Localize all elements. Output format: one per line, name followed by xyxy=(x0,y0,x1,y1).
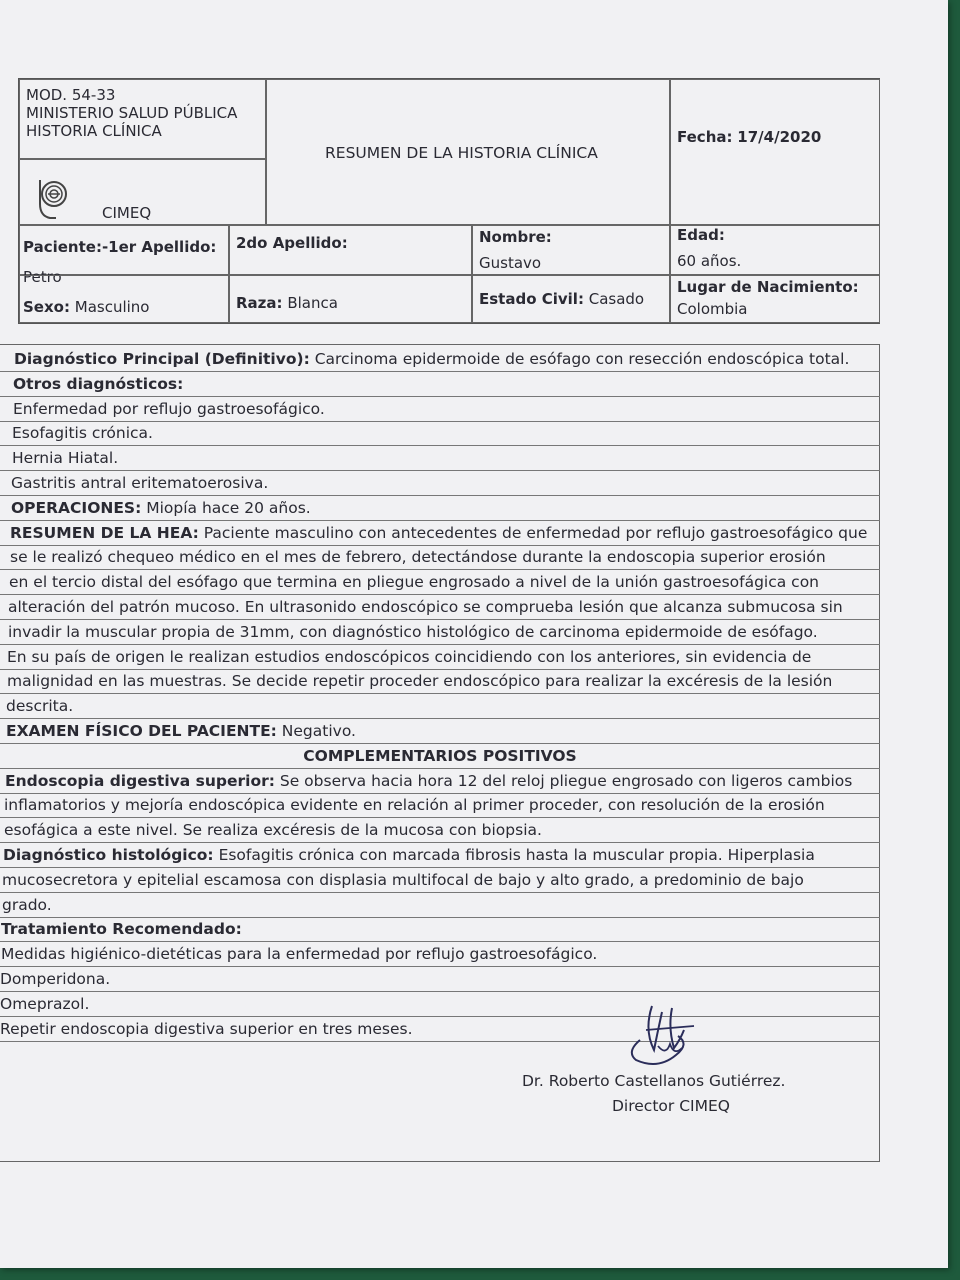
ministry-name: MINISTERIO SALUD PÚBLICA xyxy=(26,104,238,122)
row-text: alteración del patrón mucoso. En ultrasonido endoscópico se comprueba lesión que alcanza submucosa sin xyxy=(8,598,843,616)
row-label: COMPLEMENTARIOS POSITIVOS xyxy=(303,746,577,765)
row-text: esofágica a este nivel. Se realiza excéresis de la mucosa con biopsia. xyxy=(4,821,542,840)
row-text: Paciente masculino con antecedentes de enfermedad por reflujo gastroesofágico que xyxy=(198,523,868,542)
row-label: RESUMEN DE LA HEA: xyxy=(10,523,199,542)
header-ministry-cell xyxy=(19,79,266,159)
second-surname-label: 2do Apellido: xyxy=(236,234,348,252)
institution-name: CIMEQ xyxy=(102,204,152,222)
summary-row xyxy=(0,917,880,942)
row-text: grado. xyxy=(2,895,52,914)
row-text: Carcinoma epidermoide de esófago con resección endoscópica total. xyxy=(309,350,850,368)
summary-row xyxy=(0,843,880,868)
summary-row xyxy=(0,595,880,620)
summary-row xyxy=(0,347,880,372)
civil-status-label: Estado Civil: xyxy=(479,290,584,308)
summary-row xyxy=(0,496,880,521)
race-value: Blanca xyxy=(287,294,338,312)
row-text: invadir la muscular propia de 31mm, con diagnóstico histológico de carcinoma epidermoide de esófago. xyxy=(8,622,818,641)
summary-row xyxy=(0,967,880,992)
row-text: malignidad en las muestras. Se decide repetir proceder endoscópico para realizar la excéresis de la lesión xyxy=(7,672,833,691)
row-text: se le realizó chequeo médico en el mes de febrero, detectándose durante la endoscopia superior erosión xyxy=(10,548,826,567)
birthplace-cell xyxy=(670,275,880,323)
row-text: Se observa hacia hora 12 del reloj pliegue engrosado con ligeros cambios xyxy=(274,771,853,790)
age-value: 60 años. xyxy=(677,252,742,270)
first-surname-label: Paciente:-1er Apellido: xyxy=(23,238,217,256)
summary-row xyxy=(0,471,880,496)
summary-row xyxy=(0,818,880,843)
summary-row xyxy=(0,793,880,818)
row-label: Diagnóstico histológico: xyxy=(3,846,214,864)
document-title: RESUMEN DE LA HISTORIA CLÍNICA xyxy=(325,144,598,162)
summary-row xyxy=(0,645,880,670)
second-surname-cell xyxy=(229,225,472,275)
summary-row xyxy=(0,893,880,918)
row-label: Tratamiento Recomendado: xyxy=(1,920,242,939)
sex-cell xyxy=(19,275,229,323)
date-value: 17/4/2020 xyxy=(737,128,822,146)
summary-row xyxy=(0,719,880,744)
row-text: Omeprazol. xyxy=(0,994,90,1013)
civil-status-cell xyxy=(472,275,670,323)
row-text: Miopía hace 20 años. xyxy=(141,498,311,517)
summary-row xyxy=(0,545,880,570)
summary-row xyxy=(0,446,880,471)
civil-status-value: Casado xyxy=(588,290,645,308)
name-cell xyxy=(472,225,670,275)
row-text: en el tercio distal del esófago que termina en pliegue engrosado a nivel de la unión gastroesofágica con xyxy=(9,573,820,592)
row-label: Otros diagnósticos: xyxy=(13,374,184,393)
row-text: Domperidona. xyxy=(0,970,111,988)
doctor-name: Dr. Roberto Castellanos Gutiérrez. xyxy=(522,1072,786,1090)
race-cell xyxy=(229,275,472,323)
birthplace-label: Lugar de Nacimiento: xyxy=(677,278,859,296)
summary-row xyxy=(0,942,880,967)
sex-value: Masculino xyxy=(74,298,150,316)
first-surname-cell xyxy=(19,225,229,286)
sex-label: Sexo: xyxy=(23,298,70,316)
summary-row xyxy=(0,769,880,794)
summary-row xyxy=(0,620,880,645)
summary-row xyxy=(0,744,880,769)
row-text: Enfermedad por reflujo gastroesofágico. xyxy=(13,399,325,418)
summary-row xyxy=(0,570,880,595)
row-text: Gastritis antral eritematoerosiva. xyxy=(11,474,269,492)
record-type: HISTORIA CLÍNICA xyxy=(26,122,162,140)
row-text: Negativo. xyxy=(276,722,356,740)
age-label: Edad: xyxy=(677,226,725,244)
header-title-cell xyxy=(266,79,670,225)
row-text: Repetir endoscopia digestiva superior en tres meses. xyxy=(0,1019,413,1038)
cimeq-logo xyxy=(26,176,72,222)
row-text: Esofagitis crónica. xyxy=(12,424,153,443)
summary-row xyxy=(0,992,880,1017)
summary-row xyxy=(0,694,880,719)
name-value: Gustavo xyxy=(479,254,542,272)
summary-row xyxy=(0,521,880,546)
row-label: Diagnóstico Principal (Definitivo): xyxy=(14,350,310,368)
name-label: Nombre: xyxy=(479,228,552,246)
summary-row xyxy=(0,669,880,694)
row-label: EXAMEN FÍSICO DEL PACIENTE: xyxy=(6,722,277,740)
birthplace-value: Colombia xyxy=(677,300,748,318)
signature-image xyxy=(618,1000,708,1070)
row-text: descrita. xyxy=(6,697,74,716)
summary-row xyxy=(0,1017,880,1042)
summary-row xyxy=(0,868,880,893)
age-cell xyxy=(670,225,880,275)
summary-row xyxy=(0,397,880,422)
doctor-role: Director CIMEQ xyxy=(612,1097,730,1115)
summary-row xyxy=(0,372,880,397)
row-text: mucosecretora y epitelial escamosa con displasia multifocal de bajo y alto grado, a predominio de bajo xyxy=(2,870,804,889)
form-code: MOD. 54-33 xyxy=(26,86,116,104)
race-label: Raza: xyxy=(236,294,283,312)
clinical-summary-table xyxy=(0,344,880,1162)
row-text: inflamatorios y mejoría endoscópica evidente en relación al primer proceder, con resolución de la erosión xyxy=(4,796,825,815)
row-text: Esofagitis crónica con marcada fibrosis hasta la muscular propia. Hiperplasia xyxy=(213,846,815,864)
header-table xyxy=(18,78,880,324)
header-date-cell xyxy=(670,79,880,225)
row-label: OPERACIONES: xyxy=(11,498,142,517)
row-text: Medidas higiénico-dietéticas para la enfermedad por reflujo gastroesofágico. xyxy=(1,945,598,964)
row-text: Hernia Hiatal. xyxy=(12,449,119,468)
summary-row xyxy=(0,421,880,446)
date-label: Fecha: xyxy=(677,128,733,146)
row-text: En su país de origen le realizan estudios endoscópicos coincidiendo con los anteriores, sin evidencia de xyxy=(7,647,812,666)
first-surname-value: Petro xyxy=(23,268,62,286)
row-label: Endoscopia digestiva superior: xyxy=(5,771,275,790)
